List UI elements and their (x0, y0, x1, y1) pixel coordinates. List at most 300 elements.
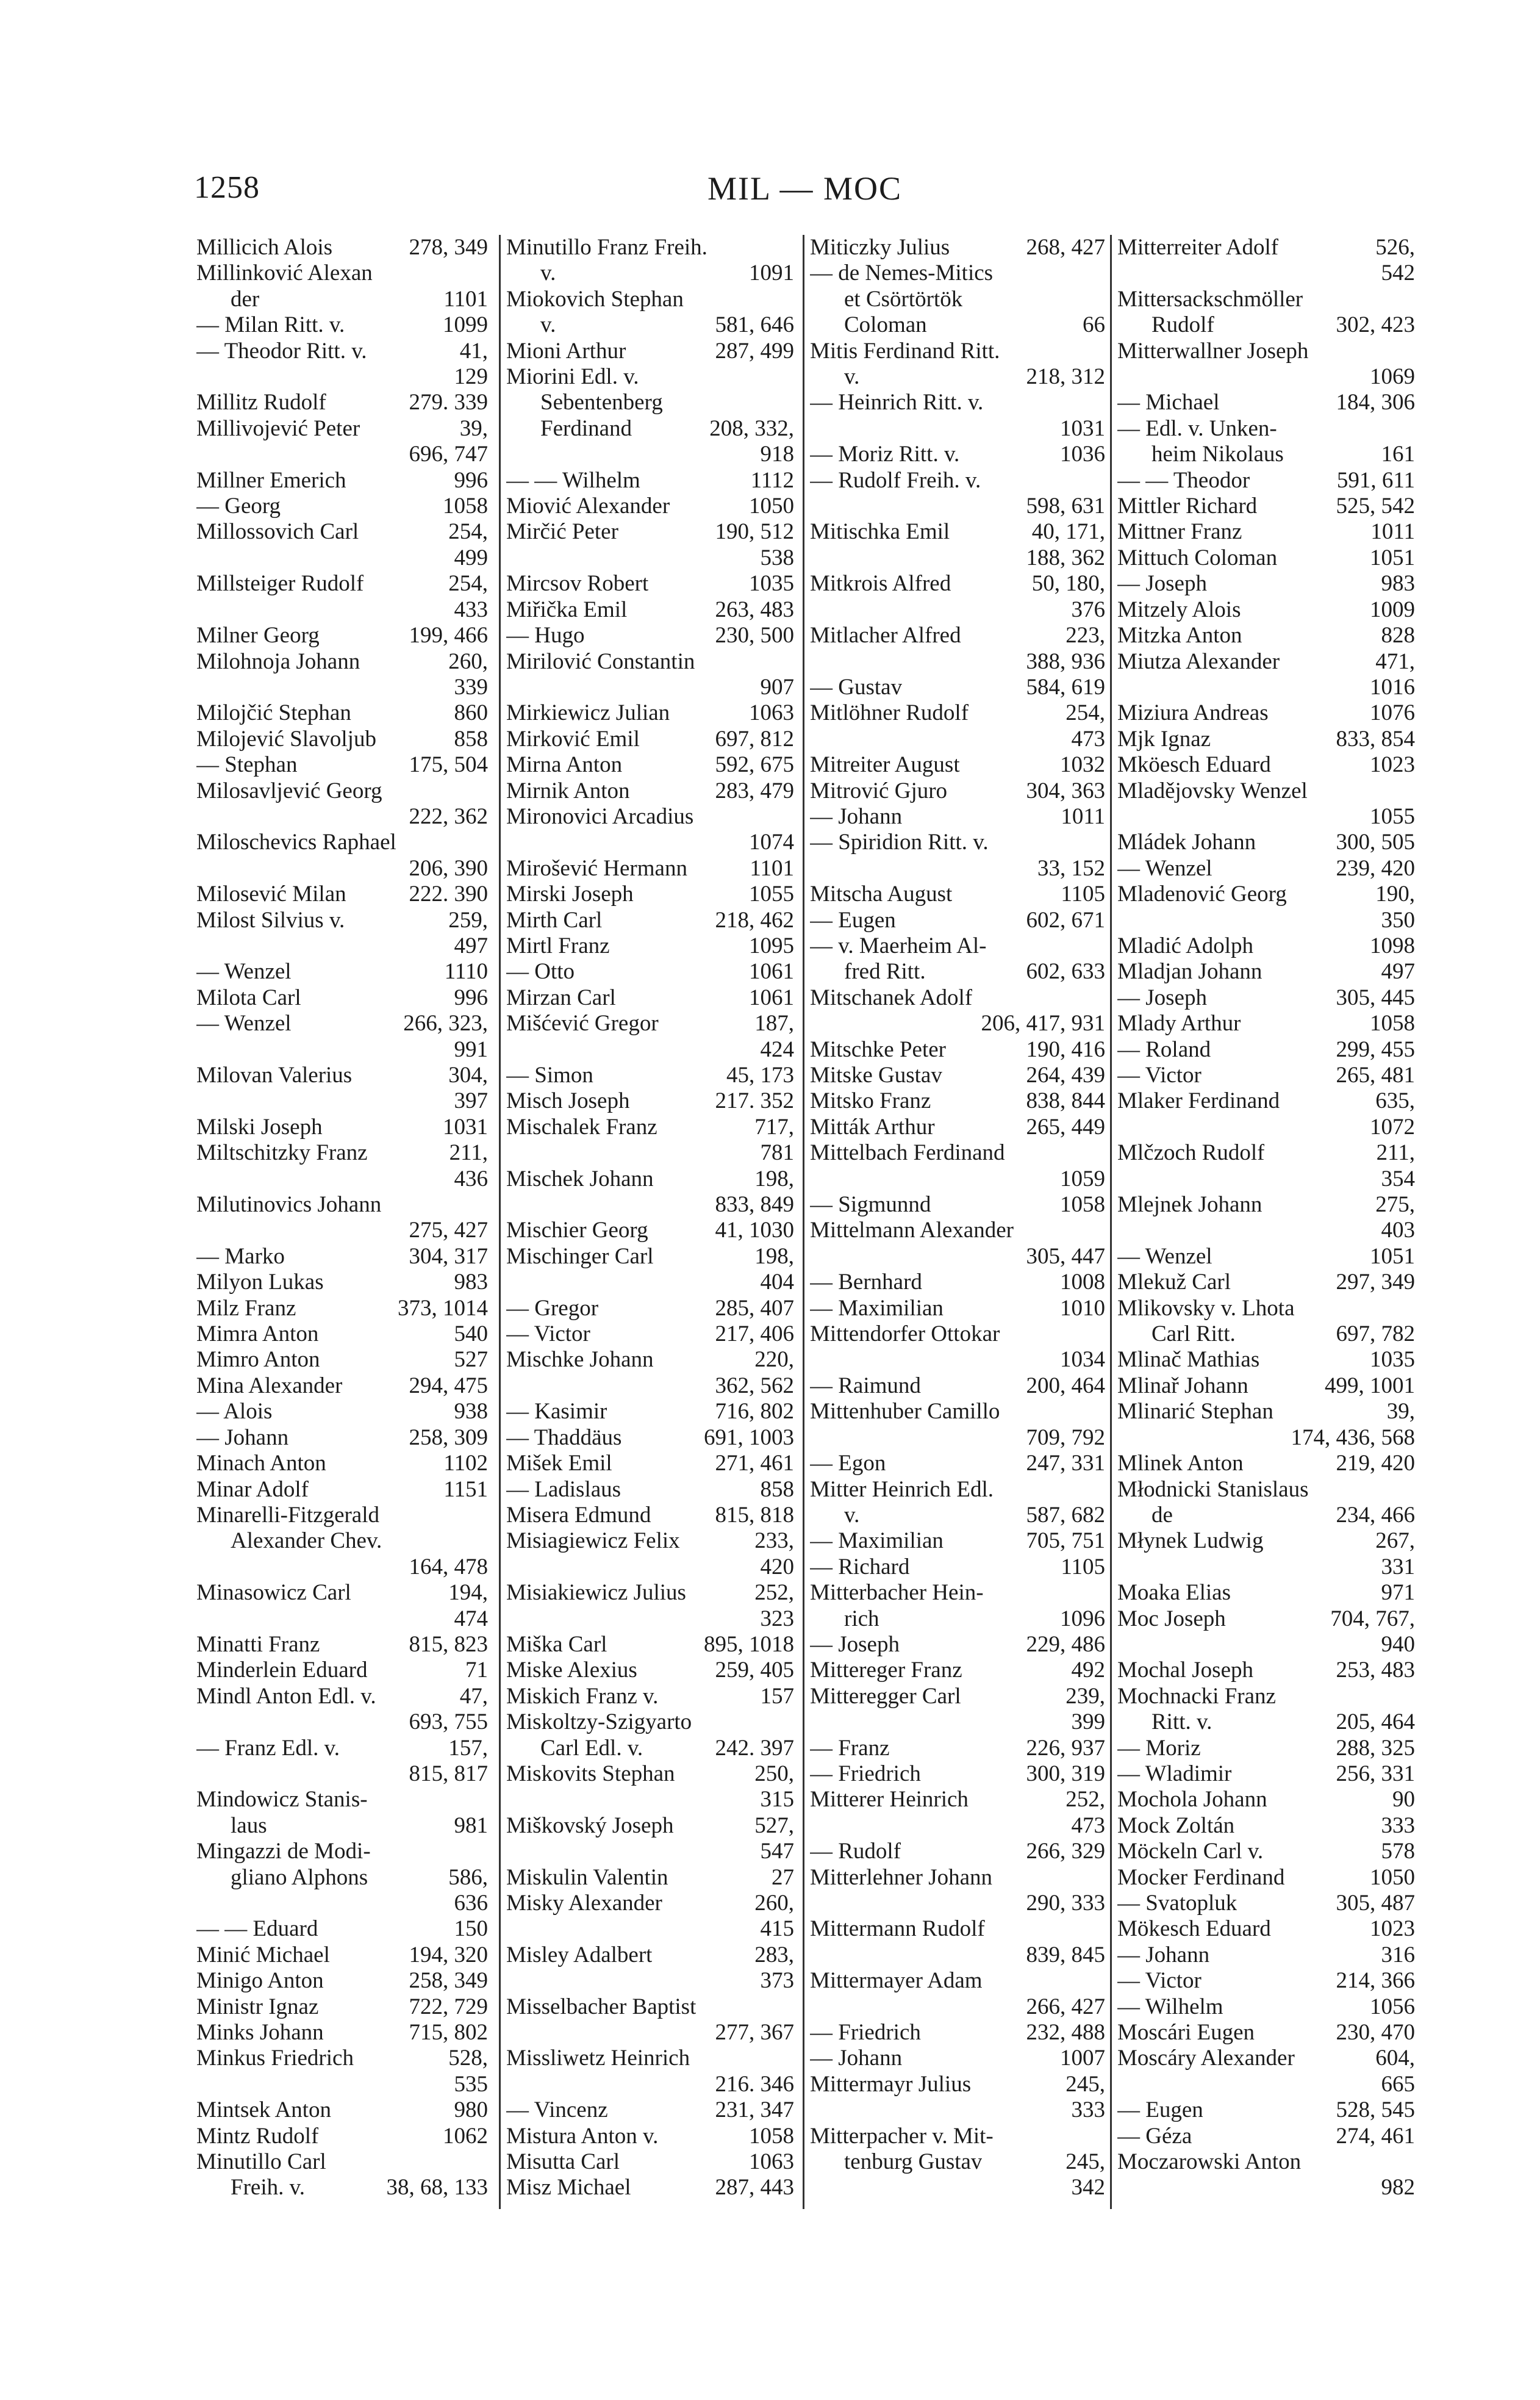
entry-page-refs: 40, 171, (1031, 519, 1105, 545)
entry-page-refs: 473 (1071, 726, 1105, 752)
running-head: MIL — MOC (707, 170, 903, 207)
index-entry-line (506, 1580, 794, 1606)
index-entry-line (1117, 1115, 1415, 1140)
entry-page-refs: 535 (454, 2071, 488, 2097)
entry-page-refs: 691, 1003 (704, 1425, 794, 1450)
entry-name: Carl Ritt. (1151, 1321, 1236, 1347)
index-entry-line (196, 1709, 488, 1735)
entry-name: Moczarowski Anton (1117, 2149, 1302, 2175)
index-entry-line (506, 1916, 794, 1942)
index-entry-line (1117, 2124, 1415, 2149)
entry-page-refs: 373 (760, 1968, 794, 1994)
entry-page-refs: 263, 483 (715, 597, 794, 622)
entry-page-refs: 433 (454, 597, 488, 622)
index-entry-line (810, 2124, 1105, 2149)
entry-name: Minarelli-Fitzgerald (196, 1502, 380, 1528)
index-entry-line (196, 545, 488, 571)
index-entry-line (506, 1709, 794, 1735)
entry-page-refs: 217, 406 (715, 1321, 794, 1347)
index-entry-line (506, 364, 794, 390)
entry-name: Millsteiger Rudolf (196, 571, 364, 597)
index-entry-line (810, 1166, 1105, 1192)
entry-page-refs: 194, 320 (409, 1942, 488, 1967)
index-entry-line (506, 1451, 794, 1476)
index-entry-line (506, 804, 794, 830)
entry-name: Mitlacher Alfred (810, 623, 961, 649)
entry-name: — Friedrich (810, 1761, 921, 1786)
entry-name: v. (540, 312, 556, 338)
index-entry-line (810, 1916, 1105, 1942)
entry-page-refs: 602, 671 (1026, 907, 1105, 933)
entry-page-refs: 200, 464 (1026, 1373, 1105, 1398)
entry-page-refs: 373, 1014 (398, 1295, 488, 1321)
entry-name: — Rudolf Freih. v. (810, 467, 981, 493)
index-entry-line (1117, 1761, 1415, 1787)
index-entry-line (1117, 856, 1415, 882)
entry-name: Miskulin Valentin (506, 1864, 668, 1890)
entry-name: Mirošević Hermann (506, 855, 687, 881)
index-entry-line (506, 675, 794, 700)
index-entry-line (196, 1347, 488, 1373)
entry-name: Minasowicz Carl (196, 1580, 351, 1606)
index-entry-line (1117, 1477, 1415, 1503)
entry-page-refs: 38, 68, 133 (386, 2175, 488, 2201)
index-entry-line (810, 1321, 1105, 1347)
entry-name: Minatti Franz (196, 1631, 320, 1657)
index-entry-line (196, 416, 488, 442)
entry-page-refs: 253, 483 (1336, 1658, 1415, 1683)
entry-page-refs: 499, 1001 (1325, 1373, 1415, 1398)
index-entry-line (196, 1037, 488, 1063)
entry-page-refs: 587, 682 (1026, 1502, 1105, 1528)
index-entry-line (1117, 597, 1415, 623)
entry-page-refs: 245, (1065, 2149, 1105, 2175)
index-entry-line (1117, 1347, 1415, 1373)
entry-name: Misky Alexander (506, 1891, 662, 1916)
entry-name: Minić Michael (196, 1942, 330, 1967)
index-entry-line (506, 2124, 794, 2149)
index-entry-line (506, 1321, 794, 1347)
entry-name: Rudolf (1151, 312, 1214, 338)
entry-page-refs: 333 (1381, 1813, 1415, 1838)
index-entry-line (810, 416, 1105, 442)
index-entry-line (506, 1942, 794, 1968)
entry-page-refs: 1105 (1061, 882, 1105, 907)
entry-page-refs: 592, 675 (715, 752, 794, 778)
entry-page-refs: 1034 (1060, 1347, 1105, 1373)
entry-page-refs: 304, 363 (1026, 778, 1105, 803)
index-entry-line (506, 1192, 794, 1218)
entry-name: Mischinger Carl (506, 1243, 654, 1269)
entry-name: Mirtl Franz (506, 933, 610, 958)
entry-page-refs: 1051 (1370, 1243, 1415, 1269)
index-entry-line (506, 1554, 794, 1580)
entry-name: — Maximilian (810, 1295, 944, 1321)
entry-page-refs: 362, 562 (715, 1373, 794, 1398)
entry-page-refs: 47, (459, 1683, 488, 1709)
entry-page-refs: 90 (1392, 1787, 1415, 1813)
entry-name: Mlaker Ferdinand (1117, 1088, 1280, 1114)
entry-page-refs: 260, (754, 1891, 794, 1916)
index-entry-line (1117, 985, 1415, 1011)
entry-name: Freih. v. (231, 2175, 305, 2201)
entry-page-refs: 267, (1375, 1528, 1415, 1554)
index-entry-line (506, 1968, 794, 1994)
entry-page-refs: 705, 751 (1026, 1528, 1105, 1554)
entry-page-refs: 716, 802 (715, 1399, 794, 1425)
entry-name: Mock Zoltán (1117, 1813, 1235, 1838)
entry-page-refs: 294, 475 (409, 1373, 488, 1398)
index-entry-line (196, 1270, 488, 1295)
entry-name: Mjk Ignaz (1117, 726, 1211, 752)
index-entry-line (196, 287, 488, 312)
entry-page-refs: 704, 767, (1330, 1606, 1415, 1631)
entry-name: — Victor (506, 1321, 590, 1347)
entry-name: — Rudolf (810, 1839, 901, 1864)
entry-name: — Theodor Ritt. v. (196, 338, 367, 364)
entry-page-refs: 1062 (443, 2123, 488, 2149)
index-entry-line (1117, 287, 1415, 312)
entry-name: Mirzan Carl (506, 985, 616, 1010)
index-entry-line (810, 339, 1105, 364)
entry-name: — Alois (196, 1399, 273, 1425)
index-entry-line (810, 778, 1105, 804)
index-entry-line (196, 1373, 488, 1399)
entry-page-refs: 71 (465, 1658, 488, 1683)
entry-name: Mittermayer Adam (810, 1968, 983, 1994)
index-entry-line (1117, 752, 1415, 778)
index-entry-line (506, 1839, 794, 1864)
index-entry-line (810, 1632, 1105, 1658)
index-entry-line (810, 1787, 1105, 1813)
entry-page-refs: 983 (454, 1270, 488, 1295)
index-entry-line (506, 1011, 794, 1037)
entry-name: Mittendorfer Ottokar (810, 1321, 1000, 1347)
index-entry-line (810, 2175, 1105, 2201)
index-entry-line (506, 933, 794, 959)
entry-name: — Wenzel (1117, 1243, 1212, 1269)
entry-name: Miskich Franz v. (506, 1683, 659, 1709)
entry-name: Milski Joseph (196, 1114, 323, 1140)
entry-name: Minigo Anton (196, 1968, 324, 1994)
entry-name: Mladějovsky Wenzel (1117, 778, 1308, 803)
index-entry-line (506, 1399, 794, 1425)
entry-page-refs: 1051 (1370, 545, 1415, 570)
entry-name: — Svatopluk (1117, 1891, 1237, 1916)
index-entry-line (506, 1063, 794, 1088)
entry-name: — Vincenz (506, 2097, 608, 2123)
entry-page-refs: 230, 500 (715, 623, 794, 649)
entry-name: Moaka Elias (1117, 1580, 1231, 1606)
entry-name: Misch Joseph (506, 1088, 630, 1114)
entry-name: Milyon Lukas (196, 1270, 324, 1295)
index-entry-line (196, 700, 488, 726)
index-entry-line (810, 1451, 1105, 1476)
entry-name: — Bernhard (810, 1270, 922, 1295)
entry-page-refs: 838, 844 (1026, 1088, 1105, 1114)
entry-page-refs: 304, 317 (409, 1243, 488, 1269)
entry-page-refs: 424 (760, 1037, 794, 1062)
entry-name: Mitterpacher v. Mit- (810, 2123, 994, 2149)
entry-name: — Gustav (810, 674, 903, 700)
entry-name: Miltschitzky Franz (196, 1140, 368, 1166)
entry-page-refs: 1098 (1370, 933, 1415, 958)
entry-name: Mioni Arthur (506, 338, 626, 364)
index-entry-line (196, 1321, 488, 1347)
entry-page-refs: 184, 306 (1336, 390, 1415, 415)
index-entry-line (506, 545, 794, 571)
index-entry-line (1117, 571, 1415, 597)
entry-page-refs: 41, (459, 338, 488, 364)
index-entry-line (506, 1244, 794, 1270)
entry-name: — Wenzel (196, 959, 292, 985)
entry-page-refs: 333 (1071, 2097, 1105, 2123)
index-entry-line (810, 882, 1105, 907)
index-entry-line (506, 442, 794, 467)
index-entry-line (196, 985, 488, 1011)
entry-name: — Milan Ritt. v. (196, 312, 345, 338)
entry-name: Miske Alexius (506, 1658, 637, 1683)
entry-name: — Wladimir (1117, 1761, 1232, 1786)
entry-page-refs: 722, 729 (409, 1994, 488, 2019)
index-entry-line (810, 959, 1105, 985)
index-entry-line (810, 1399, 1105, 1425)
index-entry-line (506, 1477, 794, 1503)
entry-page-refs: 198, (754, 1243, 794, 1269)
index-entry-line (196, 1632, 488, 1658)
index-entry-line (1117, 235, 1415, 260)
entry-name: Miška Carl (506, 1631, 607, 1657)
entry-name: Mittuch Coloman (1117, 545, 1278, 570)
index-entry-line (1117, 1166, 1415, 1192)
entry-name: Mironovici Arcadius (506, 803, 694, 829)
index-entry-line (810, 2149, 1105, 2175)
index-entry-line (506, 2046, 794, 2071)
entry-page-refs: 1095 (749, 933, 794, 958)
entry-page-refs: 1101 (443, 286, 488, 312)
entry-page-refs: 1032 (1060, 752, 1105, 778)
index-entry-line (506, 260, 794, 286)
entry-page-refs: 339 (454, 674, 488, 700)
entry-page-refs: 252, (754, 1580, 794, 1606)
entry-page-refs: 907 (760, 674, 794, 700)
index-entry-line (196, 1994, 488, 2020)
entry-name: — Marko (196, 1243, 285, 1269)
entry-page-refs: 1055 (749, 882, 794, 907)
index-entry-line (506, 1761, 794, 1787)
entry-name: Moscáry Alexander (1117, 2046, 1295, 2071)
entry-name: Młodnicki Stanislaus (1117, 1476, 1309, 1502)
index-entry-line (506, 1787, 794, 1813)
entry-page-refs: 39, (459, 415, 488, 441)
index-entry-line (506, 908, 794, 933)
entry-name: — Victor (1117, 1063, 1202, 1088)
entry-name: Miskoltzy-Szigyarto (506, 1709, 692, 1735)
entry-page-refs: 211, (449, 1140, 488, 1166)
index-entry-line (196, 675, 488, 700)
entry-page-refs: 234, 466 (1336, 1502, 1415, 1528)
index-entry-line (1117, 1399, 1415, 1425)
entry-name: Mitsko Franz (810, 1088, 931, 1114)
index-entry-line (810, 752, 1105, 778)
entry-page-refs: 397 (454, 1088, 488, 1114)
entry-name: Alexander Chev. (231, 1528, 382, 1554)
entry-name: Mittler Richard (1117, 494, 1258, 519)
index-entry-line (196, 390, 488, 415)
entry-page-refs: 858 (760, 1476, 794, 1502)
entry-page-refs: 331 (1381, 1554, 1415, 1579)
entry-page-refs: 161 (1381, 442, 1415, 467)
index-entry-line (810, 1606, 1105, 1632)
index-entry-line (196, 1166, 488, 1192)
entry-name: gliano Alphons (231, 1864, 368, 1890)
index-entry-line (196, 1658, 488, 1683)
entry-page-refs: 247, 331 (1026, 1451, 1105, 1476)
entry-page-refs: 274, 461 (1336, 2123, 1415, 2149)
entry-page-refs: 591, 611 (1336, 467, 1415, 493)
entry-page-refs: 1074 (749, 830, 794, 855)
index-entry-line (196, 1528, 488, 1554)
entry-name: Mirth Carl (506, 907, 603, 933)
entry-page-refs: 715, 802 (409, 2020, 488, 2046)
entry-page-refs: 304, (448, 1063, 488, 1088)
entry-name: Mintsek Anton (196, 2097, 331, 2123)
entry-page-refs: 258, 309 (409, 1425, 488, 1450)
entry-name: Millivojević Peter (196, 415, 360, 441)
entry-page-refs: 290, 333 (1026, 1891, 1105, 1916)
entry-name: — Egon (810, 1451, 886, 1476)
entry-name: Misera Edmund (506, 1502, 651, 1528)
index-entry-line (810, 1865, 1105, 1891)
index-entry-line (196, 727, 488, 752)
entry-page-refs: 229, 486 (1026, 1631, 1105, 1657)
entry-name: Misz Michael (506, 2175, 631, 2201)
entry-page-refs: 578 (1381, 1839, 1415, 1864)
entry-page-refs: 275, 427 (409, 1218, 488, 1243)
index-entry-line (196, 1451, 488, 1476)
index-entry-line (1117, 468, 1415, 494)
entry-name: Mlejnek Johann (1117, 1192, 1262, 1218)
entry-name: Millitz Rudolf (196, 390, 326, 415)
index-entry-line (506, 830, 794, 855)
index-entry-line (1117, 804, 1415, 830)
entry-page-refs: 1050 (749, 494, 794, 519)
entry-name: Mitterbacher Hein- (810, 1580, 984, 1606)
entry-page-refs: 283, 479 (715, 778, 794, 803)
entry-page-refs: 584, 619 (1026, 674, 1105, 700)
entry-page-refs: 1050 (1370, 1864, 1415, 1890)
entry-page-refs: 230, 470 (1336, 2020, 1415, 2046)
entry-name: Mlčzoch Rudolf (1117, 1140, 1265, 1166)
index-entry-line (810, 908, 1105, 933)
index-entry-line (1117, 519, 1415, 545)
index-columns (196, 235, 1415, 2218)
entry-page-refs: 635, (1375, 1088, 1415, 1114)
entry-name: Milosević Milan (196, 882, 346, 907)
entry-name: v. (540, 260, 556, 286)
index-entry-line (1117, 700, 1415, 726)
index-entry-line (196, 2020, 488, 2046)
entry-name: Miloschevics Raphael (196, 830, 396, 855)
index-entry-line (810, 494, 1105, 519)
entry-name: Mimra Anton (196, 1321, 319, 1347)
entry-page-refs: 157, (448, 1735, 488, 1761)
entry-name: Mitscha August (810, 882, 953, 907)
index-entry-line (506, 597, 794, 623)
entry-name: Minar Adolf (196, 1476, 309, 1502)
index-entry-line (196, 1088, 488, 1114)
entry-page-refs: 1011 (1370, 519, 1415, 545)
entry-page-refs: 214, 366 (1336, 1968, 1415, 1994)
index-entry-line (506, 2149, 794, 2175)
index-entry-line (810, 2097, 1105, 2123)
entry-page-refs: 266, 427 (1026, 1994, 1105, 2019)
index-entry-line (506, 468, 794, 494)
entry-page-refs: 981 (454, 1813, 488, 1838)
entry-name: Mittermann Rudolf (810, 1916, 985, 1942)
entry-name: Mitis Ferdinand Ritt. (810, 338, 1000, 364)
entry-name: — Johann (196, 1425, 289, 1450)
index-entry-line (1117, 2149, 1415, 2175)
index-entry-line (810, 675, 1105, 700)
entry-name: — Johann (810, 2046, 903, 2071)
entry-name: Minderlein Eduard (196, 1658, 368, 1683)
entry-page-refs: 194, (448, 1580, 488, 1606)
index-entry-line (1117, 2020, 1415, 2046)
index-entry-line (1117, 1088, 1415, 1114)
index-entry-line (1117, 1580, 1415, 1606)
entry-name: Mitzka Anton (1117, 623, 1242, 649)
entry-name: Mlekuž Carl (1117, 1270, 1231, 1295)
entry-page-refs: 323 (760, 1606, 794, 1631)
entry-name: Mimro Anton (196, 1347, 320, 1373)
entry-page-refs: 781 (760, 1140, 794, 1166)
entry-name: Coloman (844, 312, 927, 338)
entry-page-refs: 983 (1381, 571, 1415, 597)
entry-name: Minutillo Franz Freih. (506, 235, 707, 260)
index-entry-line (810, 1063, 1105, 1088)
entry-name: Milojević Slavoljub (196, 726, 376, 752)
index-entry-line (196, 752, 488, 778)
index-entry-line (810, 287, 1105, 312)
index-entry-line (196, 1916, 488, 1942)
entry-page-refs: 1058 (443, 494, 488, 519)
index-entry-line (506, 1088, 794, 1114)
entry-page-refs: 231, 347 (715, 2097, 794, 2123)
entry-name: tenburg Gustav (844, 2149, 983, 2175)
index-entry-line (1117, 1270, 1415, 1295)
entry-name: — Gregor (506, 1295, 599, 1321)
index-entry-line (196, 1606, 488, 1632)
entry-page-refs: 208, 332, (709, 415, 794, 441)
index-entry-line (196, 1865, 488, 1891)
entry-page-refs: 497 (454, 933, 488, 958)
index-entry-line (1117, 312, 1415, 338)
entry-name: v. (844, 1502, 860, 1528)
index-entry-line (1117, 390, 1415, 415)
index-entry-line (506, 1606, 794, 1632)
index-entry-line (810, 1684, 1105, 1709)
index-entry-line (196, 1736, 488, 1761)
entry-page-refs: 525, 542 (1336, 494, 1415, 519)
entry-page-refs: 839, 845 (1026, 1942, 1105, 1967)
entry-page-refs: 404 (760, 1270, 794, 1295)
entry-page-refs: 860 (454, 700, 488, 726)
index-entry-line (810, 1968, 1105, 1994)
entry-page-refs: 254, (448, 519, 488, 545)
index-entry-line (810, 1554, 1105, 1580)
entry-page-refs: 938 (454, 1399, 488, 1425)
